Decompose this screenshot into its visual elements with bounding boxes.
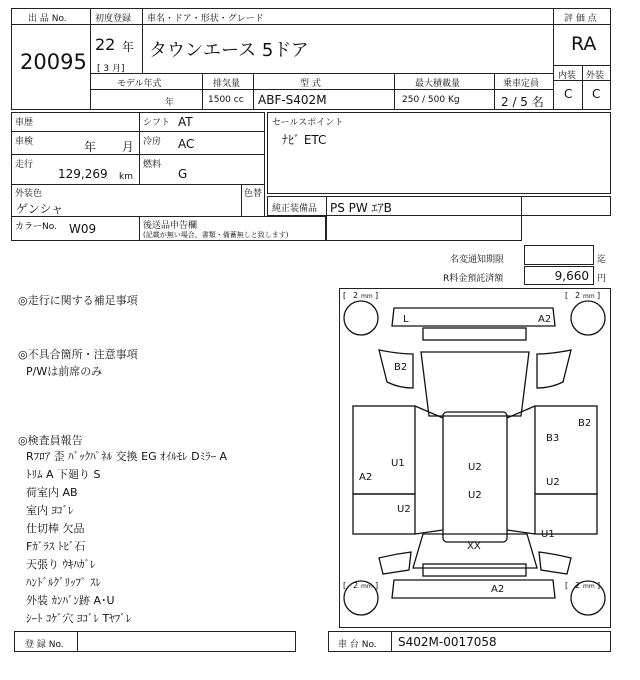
equipment-value: PS PW ｴｱB — [330, 201, 392, 215]
exterior-label-cell — [582, 65, 611, 81]
inspection-value: 年 月 — [84, 140, 134, 154]
load-label: 最大積載量 — [415, 79, 461, 89]
model-year-cell — [90, 89, 203, 110]
type-label-cell — [253, 73, 395, 90]
rating-cell — [553, 24, 611, 66]
sales-point-label: セールスポイント — [272, 118, 344, 128]
interior-grade-cell — [553, 80, 583, 110]
defects-heading: ◎不具合箇所・注意事項 — [18, 348, 138, 361]
equipment-blank-cell — [521, 196, 611, 216]
export-blank-cell — [326, 215, 522, 241]
recycle-value: 9,660 — [554, 269, 589, 283]
tire-unit-rl: mm — [361, 293, 373, 300]
tire-unit-fr: mm — [583, 583, 595, 590]
chassis-value: S402M-0017058 — [398, 635, 497, 649]
reg-label-cell — [14, 631, 78, 652]
tire-note-fr: [ — [565, 581, 569, 590]
sales-point-value: ﾅﾋﾞ ETC — [282, 133, 327, 147]
ac-label: 冷房 — [143, 137, 162, 147]
ext-color-label: 外装色 — [15, 189, 43, 199]
name-label-cell — [142, 8, 554, 25]
shift-cell — [139, 112, 265, 132]
export-cell — [139, 216, 326, 241]
mark-rear-left-fender: B2 — [394, 362, 408, 373]
inspector-line: 天張り ｳｷﾊｶﾞﾚ — [26, 558, 96, 571]
repaint-label: 色替 — [244, 189, 263, 199]
notice-suffix: 迄 — [597, 255, 607, 265]
year-suffix: 年 — [122, 40, 135, 54]
capacity-label: 乗車定員 — [503, 79, 540, 89]
tire-note-rr-end: ] — [597, 291, 601, 300]
first-reg-cell — [90, 24, 143, 74]
fuel-value: G — [178, 167, 188, 181]
type-label: 型 式 — [300, 79, 321, 89]
mark-rear-bumper-side: L — [403, 314, 409, 325]
history-label: 車歴 — [15, 118, 34, 128]
tire-note-rl-end: ] — [375, 291, 379, 300]
sales-point-cell — [267, 112, 611, 194]
tire-note-rr: [ — [565, 291, 569, 300]
name-label: 車名・ドア・形状・グレード — [147, 14, 264, 24]
inspector-line: 仕切棒 欠品 — [26, 522, 85, 535]
history-cell — [11, 112, 140, 132]
export-label: 後送品申告欄 — [143, 221, 198, 231]
mark-roof-rear: U2 — [468, 462, 482, 473]
displacement-label-cell — [202, 73, 254, 90]
first-reg-year: 22 — [95, 35, 116, 54]
capacity-label-cell — [494, 73, 554, 90]
interior-label-cell — [553, 65, 583, 81]
chassis-label-cell — [328, 631, 392, 652]
first-reg-label-cell — [90, 8, 143, 25]
mark-right-rear-quarter: B2 — [578, 418, 592, 429]
inspector-line: Rﾌﾛｱ 歪 ﾊﾞｯｸﾊﾟﾈﾙ 交換 EG ｵｲﾙﾓﾚ Dﾐﾗｰ A — [26, 450, 228, 463]
ext-color-value: ゲンシャ — [16, 202, 64, 216]
rating-label-cell — [553, 8, 611, 25]
repaint-cell — [241, 184, 265, 217]
tire-unit-rr: mm — [583, 293, 595, 300]
vehicle-name: タウンエース 5ドア — [149, 40, 309, 61]
mileage-label: 走行 — [15, 160, 34, 170]
mark-hood: XX — [467, 541, 481, 552]
lot-label: 出 品 No. — [28, 14, 67, 24]
tire-depth-fr: 2 — [575, 581, 581, 590]
equipment-label: 純正装備品 — [272, 204, 318, 214]
ac-cell — [139, 131, 265, 155]
reg-value-cell — [77, 631, 296, 652]
inspector-line: Fｶﾞﾗｽ ﾄﾋﾞ石 — [26, 540, 86, 553]
lot-number: 20095 — [20, 50, 87, 74]
recycle-cell — [524, 266, 594, 285]
mark-rear-bumper: A2 — [538, 314, 552, 325]
chassis-value-cell — [391, 631, 611, 652]
inspector-line: 室内 ﾖｺﾞﾚ — [26, 504, 74, 517]
recycle-suffix: 円 — [597, 274, 607, 284]
load-value: 250 / 500 Kg — [402, 95, 460, 105]
first-reg-label: 初度登録 — [95, 14, 132, 24]
vehicle-name-cell — [142, 24, 554, 74]
displacement-value: 1500 cc — [208, 95, 244, 105]
notice-label: 名変通知期限 — [450, 255, 505, 265]
mark-left-front-door: U2 — [397, 504, 411, 515]
fuel-label: 燃料 — [143, 160, 162, 170]
inspector-heading: ◎検査員報告 — [18, 434, 83, 447]
mark-left-rear-door: U1 — [391, 458, 405, 469]
type-value: ABF-S402M — [258, 93, 327, 107]
mark-right-front-door: U2 — [546, 477, 560, 488]
mileage-unit: km — [119, 172, 133, 182]
mark-right-front-fender: U1 — [541, 529, 555, 540]
model-year-value: 年 — [165, 98, 175, 108]
ac-value: AC — [178, 137, 195, 151]
export-note: (記載が無い場合，書類・備蓄無しと致します) — [143, 231, 289, 239]
inspector-line: 外装 ｶﾝﾊﾞﾝ跡 A･U — [26, 594, 115, 607]
lot-label-cell — [11, 8, 91, 25]
exterior-grade-cell — [582, 80, 611, 110]
tire-note-rl: [ — [343, 291, 347, 300]
type-cell — [253, 89, 395, 110]
inspector-line: 荷室内 AB — [26, 486, 78, 499]
reg-label: 登 録 No. — [25, 640, 64, 650]
mileage-cell — [11, 154, 140, 185]
tire-depth-rl: 2 — [353, 291, 359, 300]
inspector-line: ﾊﾝﾄﾞﾙｸﾞﾘｯﾌﾟ ｽﾚ — [26, 576, 101, 589]
inspector-line: ｼｰﾄ ｺｹﾞ穴 ﾖｺﾞﾚ Tﾔﾌﾞﾚ — [26, 612, 132, 625]
tire-note-fr-end: ] — [597, 581, 601, 590]
displacement-cell — [202, 89, 254, 110]
vehicle-damage-diagram — [339, 288, 611, 628]
tire-note-fl: [ — [343, 581, 347, 590]
exterior-grade: C — [592, 87, 601, 101]
inspection-cell — [11, 131, 140, 155]
mark-right-rear-door: B3 — [546, 433, 560, 444]
interior-label: 内装 — [558, 71, 577, 81]
chassis-label: 車 台 No. — [338, 640, 377, 650]
shift-label: シフト — [143, 118, 171, 128]
mark-left-rear-panel: A2 — [359, 472, 373, 483]
color-no-cell — [11, 216, 140, 241]
mark-roof-front: U2 — [468, 490, 482, 501]
recycle-label: R料金預託済額 — [443, 274, 504, 284]
overall-rating: RA — [571, 33, 597, 55]
tire-note-fl-end: ] — [375, 581, 379, 590]
color-no-value: W09 — [69, 222, 97, 236]
first-reg-month: [ 3 月] — [97, 64, 125, 74]
capacity-value: 2 / 5 名 — [501, 95, 544, 109]
capacity-cell — [494, 89, 554, 110]
equipment-label-cell — [267, 196, 327, 216]
mark-front-bumper: A2 — [491, 584, 505, 595]
notice-cell — [524, 245, 594, 265]
inspection-label: 車検 — [15, 137, 34, 147]
displacement-label: 排気量 — [213, 79, 241, 89]
rating-label: 評 価 点 — [564, 14, 597, 24]
fuel-cell — [139, 154, 265, 185]
equipment-cell — [326, 196, 522, 216]
load-label-cell — [394, 73, 495, 90]
driving-heading: ◎走行に関する補足事項 — [18, 294, 138, 307]
defects-line: P/Wは前席のみ — [26, 365, 103, 378]
shift-value: AT — [178, 115, 193, 129]
inspector-line: ﾄﾘﾑ A 下廻り S — [26, 468, 101, 481]
interior-grade: C — [564, 87, 573, 101]
model-year-label-cell — [90, 73, 203, 90]
lot-number-cell — [11, 24, 91, 110]
tire-unit-fl: mm — [361, 583, 373, 590]
tire-depth-fl: 2 — [353, 581, 359, 590]
mileage-value: 129,269 — [58, 167, 108, 181]
model-year-label: モデル年式 — [117, 79, 162, 89]
load-cell — [394, 89, 495, 110]
color-no-label: カラーNo. — [15, 222, 57, 232]
ext-color-cell — [11, 184, 242, 217]
tire-depth-rr: 2 — [575, 291, 581, 300]
exterior-label: 外装 — [586, 71, 605, 81]
